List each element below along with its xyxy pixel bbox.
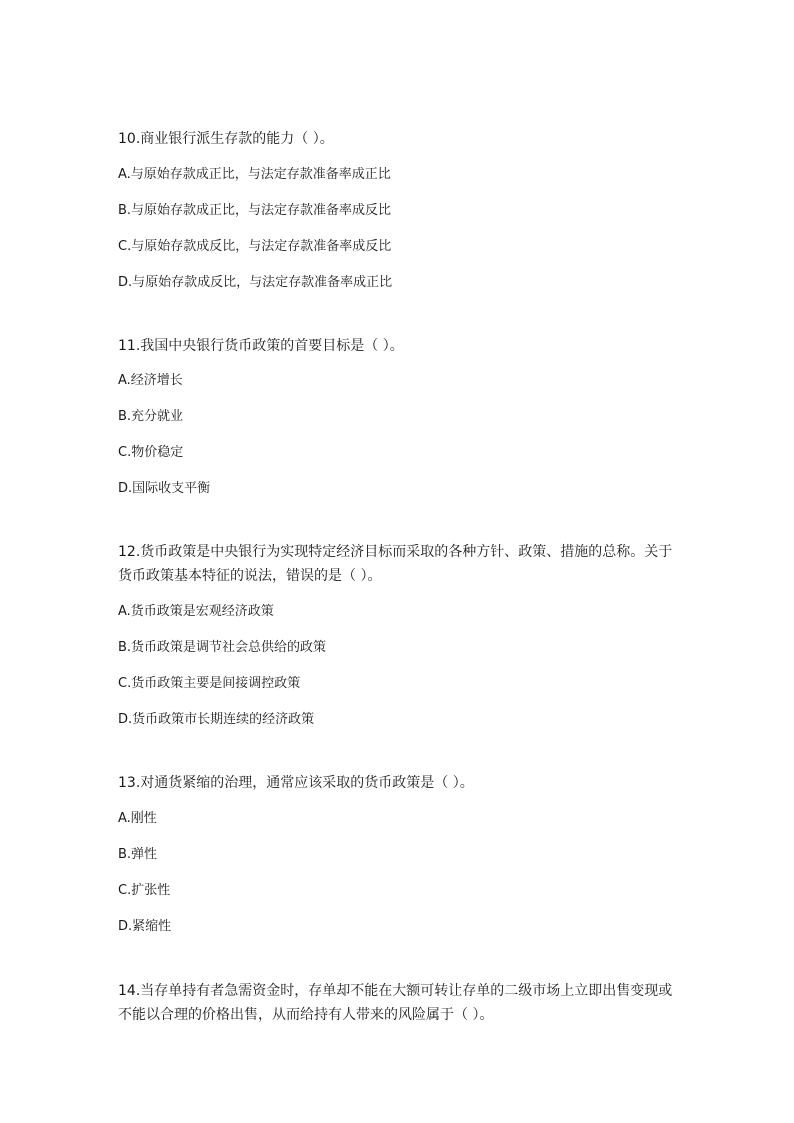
option-c: C.物价稳定 <box>118 445 184 460</box>
option-b: B.弹性 <box>118 847 158 862</box>
question-stem <box>118 334 678 358</box>
question-stem <box>118 979 678 1027</box>
question-stem-line: 13.对通货紧缩的治理，通常应该采取的货币政策是（ ）。 <box>118 775 474 791</box>
question-14 <box>118 979 678 1027</box>
option-b: B.充分就业 <box>118 409 184 424</box>
option-a: A.与原始存款成正比，与法定存款准备率成正比 <box>118 167 391 182</box>
option-b: B.与原始存款成正比，与法定存款准备率成反比 <box>118 203 392 218</box>
question-stem <box>118 127 678 151</box>
question-stem-line: 不能以合理的价格出售，从而给持有人带来的风险属于（ ）。 <box>118 1007 494 1023</box>
question-stem-line: 12.货币政策是中央银行为实现特定经济目标而采取的各种方针、政策、措施的总称。关于 <box>118 544 673 560</box>
option-c: C.货币政策主要是间接调控政策 <box>118 676 301 691</box>
option-c: C.与原始存款成反比，与法定存款准备率成反比 <box>118 239 392 254</box>
question-stem-line: 10.商业银行派生存款的能力（ ）。 <box>118 131 334 147</box>
question-stem-line: 货币政策基本特征的说法，错误的是（ ）。 <box>118 568 382 584</box>
option-d: D.与原始存款成反比，与法定存款准备率成正比 <box>118 275 393 290</box>
option-d: D.国际收支平衡 <box>118 481 211 496</box>
question-12 <box>118 540 678 727</box>
question-11 <box>118 334 678 496</box>
option-d: D.紧缩性 <box>118 919 172 934</box>
question-13 <box>118 771 678 934</box>
question-stem-line: 14.当存单持有者急需资金时，存单却不能在大额可转让存单的二级市场上立即出售变现或 <box>118 983 673 999</box>
option-d: D.货币政策市长期连续的经济政策 <box>118 712 315 727</box>
question-stem <box>118 771 678 795</box>
option-b: B.货币政策是调节社会总供给的政策 <box>118 640 327 655</box>
option-a: A.刚性 <box>118 811 157 826</box>
question-10 <box>118 127 678 290</box>
option-c: C.扩张性 <box>118 883 171 898</box>
option-a: A.经济增长 <box>118 373 183 388</box>
question-stem <box>118 540 678 588</box>
option-a: A.货币政策是宏观经济政策 <box>118 604 274 619</box>
question-stem-line: 11.我国中央银行货币政策的首要目标是（ ）。 <box>118 338 404 354</box>
